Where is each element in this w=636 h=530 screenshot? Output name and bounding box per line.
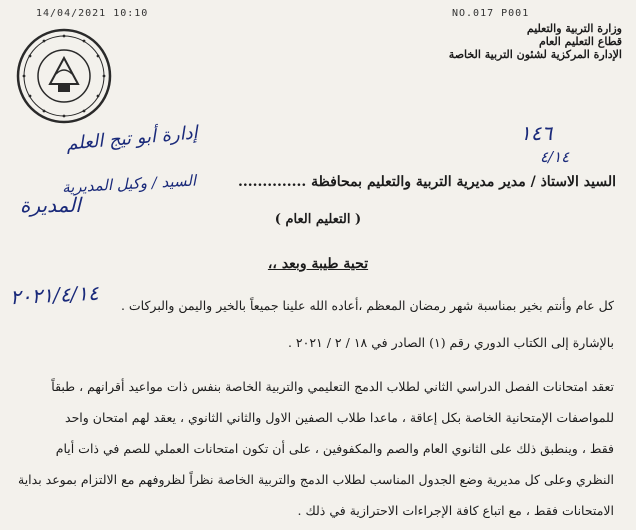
ramadan-greeting-paragraph: كل عام وأنتم بخير بمناسبة شهر رمضان المعظم ،أعاده الله علينا جميعاً بالخير واليمن والبركات .: [120, 298, 614, 313]
body-line: النظري وعلى كل مديرية وضع الجدول المناسب لطلاب الدمج والتربية الخاصة نظراً لظروفهم مع الالتزام بموعد بداية: [18, 472, 614, 487]
letter-addressee: السيد الاستاذ / مدير مديرية التربية والتعليم بمحافظة ..............: [237, 174, 616, 190]
ministry-header: [449, 22, 622, 61]
handwritten-reference-number: ١٤٦: [520, 121, 553, 145]
handwritten-note-addressee: السيد / وكيل المديرية: [61, 171, 197, 197]
body-line: تعقد امتحانات الفصل الدراسي الثاني لطلاب الدمج التعليمي والتربية الخاصة بنفس ذات مواعيد أقرانهم ، طبقاً: [51, 379, 614, 394]
fax-timestamp: 14/04/2021 10:10: [36, 8, 149, 19]
letter-body: [18, 375, 614, 530]
administration-name: الإدارة المركزية لشئون التربية الخاصة: [448, 48, 622, 61]
department-label: ( التعليم العام ): [274, 212, 362, 227]
handwritten-date-side: ٢٠٢١/٤/١٤: [9, 280, 100, 310]
sector-name: قطاع التعليم العام: [538, 35, 622, 48]
handwritten-date-top: ٤/١٤: [540, 148, 570, 166]
letter-greeting: تحية طيبة وبعد ،،: [267, 256, 369, 272]
fax-page-number: NO.017 P001: [452, 8, 530, 19]
body-line: الامتحانات فقط ، مع اتباع كافة الإجراءات الاحترازية في ذلك .: [297, 503, 614, 518]
body-line: فقط ، وينطبق ذلك على الثانوي العام والصم والمكفوفين ، على أن تكون امتحانات العملي للصم في ذات أيام: [55, 441, 614, 456]
ministry-seal-icon: [14, 26, 114, 126]
body-line: للمواصفات الإمتحانية الخاصة بكل إعاقة ، ماعدا طلاب الصفين الاول والثاني الثانوي ، يعقد لهم امتحان واحد: [65, 410, 614, 425]
reference-paragraph: بالإشارة إلى الكتاب الدوري رقم (١) الصادر في ١٨ / ٢ / ٢٠٢١ .: [287, 335, 614, 350]
handwritten-note-routing: إدارة أبو تيج العلم: [65, 122, 199, 155]
ministry-name: وزارة التربية والتعليم: [526, 22, 622, 35]
handwritten-signature: المديرة: [20, 193, 81, 217]
